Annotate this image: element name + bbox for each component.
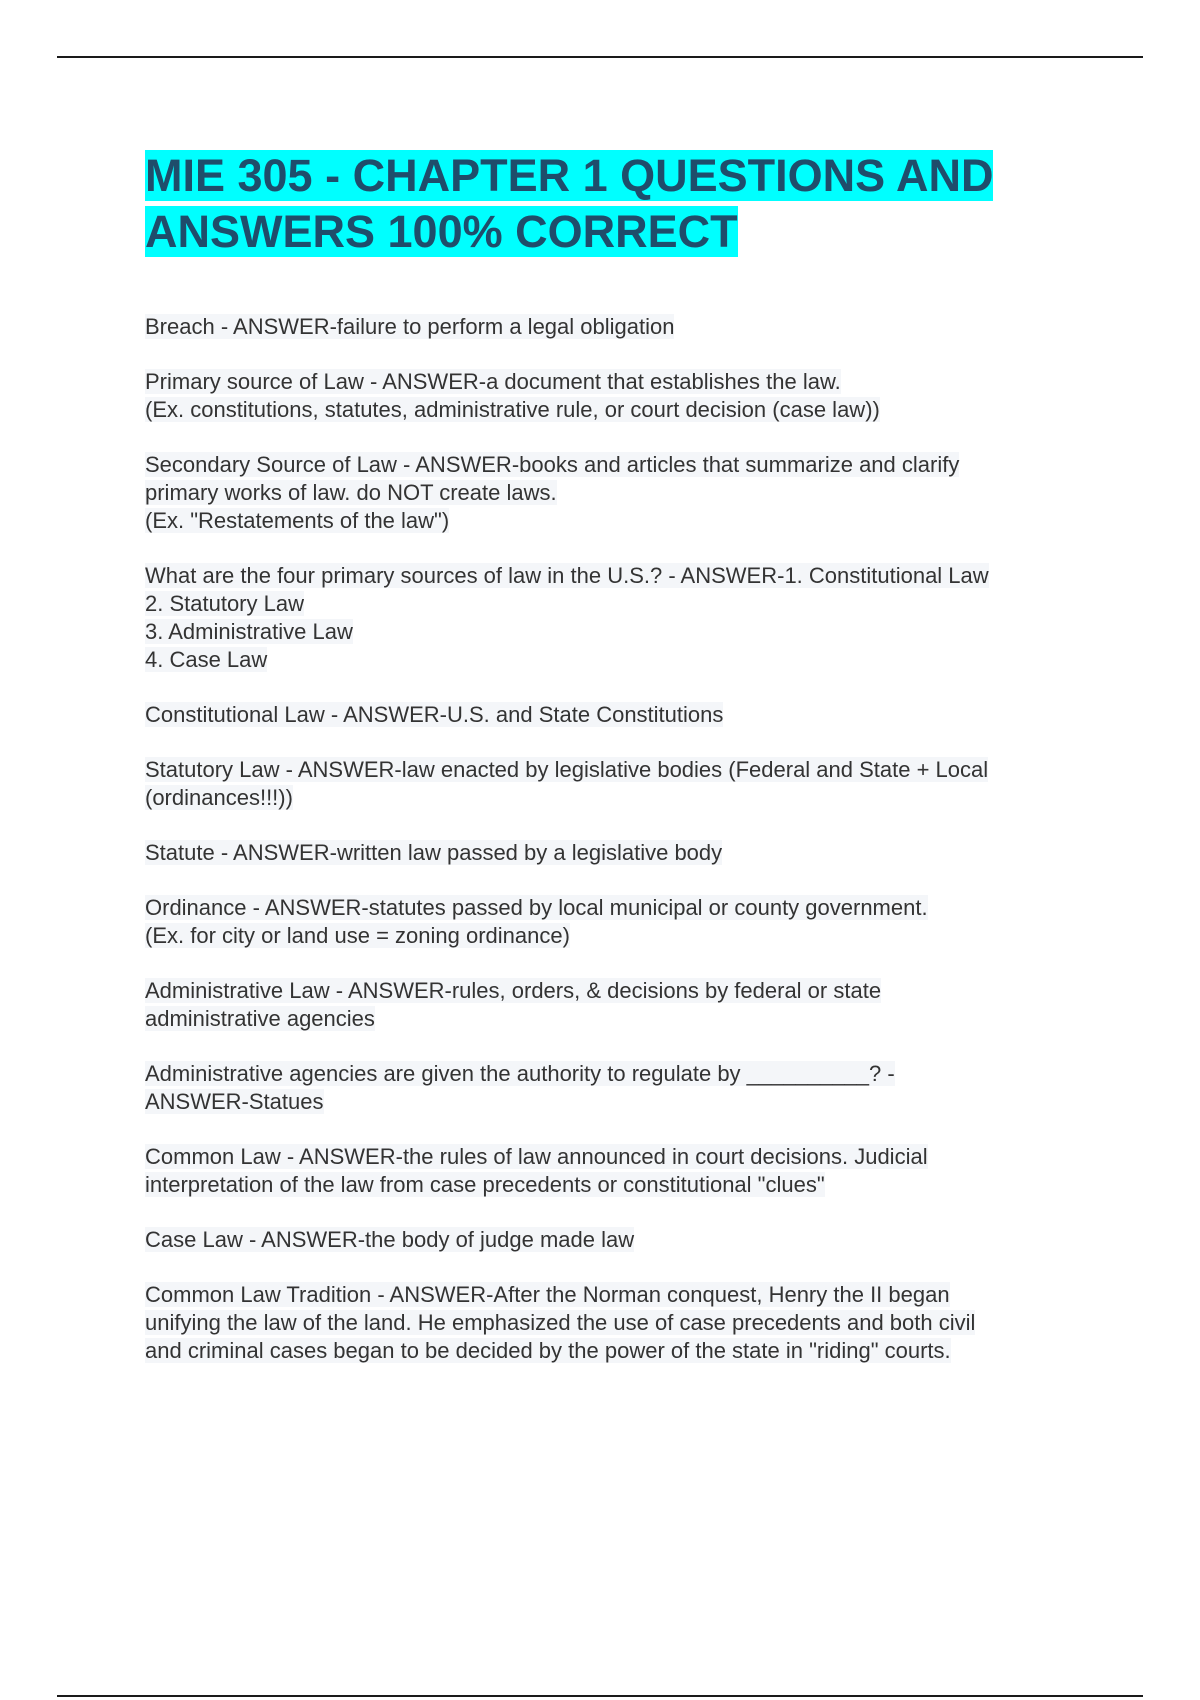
qa-text: What are the four primary sources of law in the U.S.? - ANSWER-1. Constitutional Law 2. Statutory Law 3. Administrative Law 4. Case Law [145, 563, 989, 672]
qa-text: Ordinance - ANSWER-statutes passed by local municipal or county government. (Ex. for city or land use = zoning ordinance) [145, 895, 928, 948]
qa-list [145, 313, 1085, 1392]
qa-text: Secondary Source of Law - ANSWER-books and articles that summarize and clarify primary works of law. do NOT create laws. (Ex. "Restatements of the law") [145, 452, 960, 533]
qa-text: Statute - ANSWER-written law passed by a legislative body [145, 840, 723, 865]
qa-text: Common Law - ANSWER-the rules of law announced in court decisions. Judicial interpretation of the law from case precedents or constitutional "clues" [145, 1144, 928, 1197]
qa-text: Administrative agencies are given the authority to regulate by __________? - ANSWER-Statues [145, 1061, 895, 1114]
qa-item-common-law [145, 1143, 1085, 1199]
qa-item-common-law-tradition [145, 1281, 1085, 1365]
qa-item-statute [145, 839, 1085, 867]
qa-text: Case Law - ANSWER-the body of judge made law [145, 1227, 635, 1252]
footer-rule [57, 1695, 1143, 1697]
qa-text: Constitutional Law - ANSWER-U.S. and State Constitutions [145, 702, 724, 727]
qa-text: Statutory Law - ANSWER-law enacted by legislative bodies (Federal and State + Local (ordinances!!!)) [145, 757, 989, 810]
qa-item-administrative-agencies [145, 1060, 1085, 1116]
qa-text: Primary source of Law - ANSWER-a document that establishes the law. (Ex. constitutions, statutes, administrative rule, or court decision (case law)) [145, 369, 880, 422]
qa-item-administrative-law [145, 977, 1085, 1033]
qa-text: Breach - ANSWER-failure to perform a legal obligation [145, 314, 675, 339]
qa-item-secondary-source [145, 451, 1085, 535]
qa-item-four-primary-sources [145, 562, 1085, 674]
qa-item-primary-source [145, 368, 1085, 424]
qa-item-case-law [145, 1226, 1085, 1254]
header-rule [57, 56, 1143, 58]
qa-item-ordinance [145, 894, 1085, 950]
qa-item-breach [145, 313, 1085, 341]
document-title [145, 148, 1095, 260]
qa-item-constitutional-law [145, 701, 1085, 729]
qa-item-statutory-law [145, 756, 1085, 812]
qa-text: Common Law Tradition - ANSWER-After the Norman conquest, Henry the II began unifying the law of the land. He emphasized the use of case precedents and both civil and criminal cases began to be decided by the power of the state in "riding" courts. [145, 1282, 976, 1363]
qa-text: Administrative Law - ANSWER-rules, orders, & decisions by federal or state administrative agencies [145, 978, 882, 1031]
document-title-text: MIE 305 - CHAPTER 1 QUESTIONS AND ANSWERS 100% CORRECT [145, 150, 994, 257]
